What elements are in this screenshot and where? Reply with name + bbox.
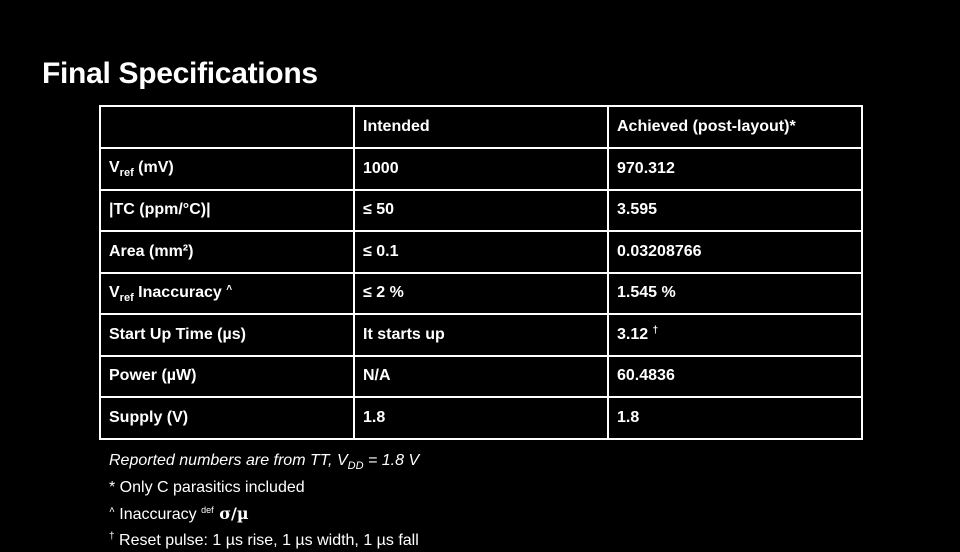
param-rest: (mV) [133,158,174,176]
footnote-reported [109,450,419,477]
table-row [100,356,862,398]
header-cell-parameter [100,106,354,148]
intended-cell: 1.8 [354,397,608,439]
intended-cell: ≤ 0.1 [354,231,608,273]
def-label: def [201,505,214,515]
formula: σ/µ [213,504,249,523]
table-header-row [100,106,862,148]
achieved-cell: 0.03208766 [608,231,862,273]
achieved-value: 3.12 [617,326,653,344]
caret-footnote-mark: ˄ [226,282,233,294]
footnote-caret-text: Inaccuracy [114,506,202,523]
table-row [100,231,862,273]
param-cell-vref [100,148,354,190]
achieved-cell: 1.545 % [608,273,862,315]
spec-table [99,105,863,440]
achieved-cell: 1.8 [608,397,862,439]
param-rest: Inaccuracy [133,283,227,301]
footnote-caret [109,499,419,526]
param-main: V [109,158,120,176]
param-subscript: ref [119,291,134,304]
table-row [100,314,862,356]
footnote-reported-prefix: Reported numbers are from TT, V [109,452,348,469]
caret-mark: ˄ [109,505,115,516]
footnote-reported-suffix: = 1.8 V [363,452,420,469]
intended-cell: N/A [354,356,608,398]
table-row [100,273,862,315]
param-cell-area: Area (mm²) [100,231,354,273]
achieved-cell: 60.4836 [608,356,862,398]
header-cell-intended: Intended [354,106,608,148]
footnote-reported-subscript: DD [347,460,364,472]
footnote-dagger-text: Reset pulse: 1 µs rise, 1 µs width, 1 µs fall [114,532,419,549]
footnote-asterisk: * Only C parasitics included [109,479,305,496]
param-subscript: ref [119,166,134,179]
header-cell-achieved: Achieved (post-layout)* [608,106,862,148]
param-main: V [109,283,120,301]
dagger-mark: † [109,531,115,542]
table-row [100,190,862,232]
param-cell-supply: Supply (V) [100,397,354,439]
footnotes [109,450,419,552]
dagger-footnote-mark: † [652,325,659,337]
param-cell-power: Power (µW) [100,356,354,398]
achieved-cell [608,314,862,356]
achieved-cell: 3.595 [608,190,862,232]
achieved-cell: 970.312 [608,148,862,190]
param-cell-startup: Start Up Time (µs) [100,314,354,356]
page-title: Final Specifications [42,57,318,90]
param-cell-vref-inaccuracy [100,273,354,315]
intended-cell: ≤ 2 % [354,273,608,315]
intended-cell: 1000 [354,148,608,190]
param-cell-tc: |TC (ppm/°C)| [100,190,354,232]
footnote-dagger [109,526,419,552]
intended-cell: It starts up [354,314,608,356]
intended-cell: ≤ 50 [354,190,608,232]
table-row [100,397,862,439]
table-row [100,148,862,190]
